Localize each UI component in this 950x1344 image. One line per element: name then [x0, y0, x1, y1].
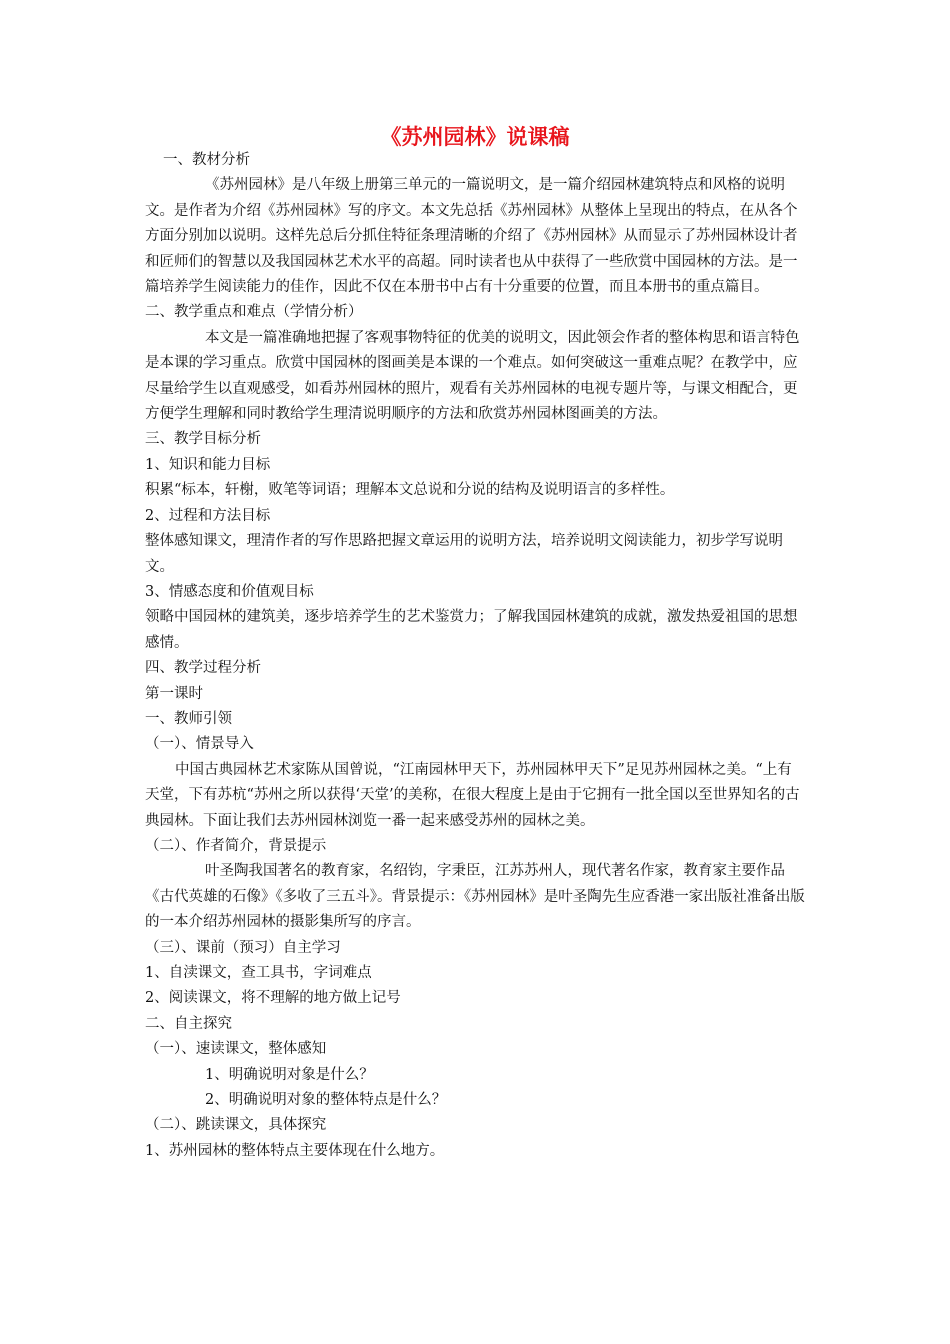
section-heading: 一、教材分析 [163, 152, 250, 168]
paragraph: 领略中国园林的建筑美，逐步培养学生的艺术鉴赏力；了解我国园林建筑的成就，激发热爱祖国的思想感情。 [145, 609, 798, 651]
section-heading: 三、教学目标分析 [145, 431, 261, 448]
subheading: 第一课时 [145, 685, 203, 702]
subheading: 1、知识和能力目标 [145, 456, 271, 473]
section-heading: 四、教学过程分析 [145, 660, 261, 677]
paragraph: 整体感知课文，理清作者的写作思路把握文章运用的说明方法，培养说明文阅读能力，初步学写说明文。 [145, 533, 783, 575]
subheading: （一）、速读课文，整体感知 [145, 1041, 327, 1058]
subheading: （一）、情景导入 [145, 736, 254, 753]
subheading: （二）、作者简介，背景提示 [145, 837, 327, 854]
subheading: 2、过程和方法目标 [145, 507, 271, 524]
section-heading: 二、自主探究 [145, 1015, 232, 1032]
subheading: 3、情感态度和价值观目标 [145, 583, 314, 600]
subheading: 一、教师引领 [145, 710, 232, 727]
subheading: （三）、课前（预习）自主学习 [145, 939, 341, 956]
list-item: 1、自渎课文，查工具书，字词难点 [145, 965, 372, 981]
subheading: （二）、跳读课文，具体探究 [145, 1117, 327, 1134]
section-heading: 二、教学重点和难点（学情分析） [145, 304, 363, 321]
paragraph: 叶圣陶我国著名的教育家，名绍钧，字秉臣，江苏苏州人，现代著名作家，教育家主要作品《古代英雄的石像》《多收了三五斗》。背景提示：《苏州园林》是叶圣陶先生应香港一家出版社准备出版的一本介绍苏州园林的摄影集所写的序言。 [145, 863, 805, 931]
page-title: 《苏州园林》说课稿 [380, 125, 570, 149]
list-item: 1、苏州园林的整体特点主要体现在什么地方。 [145, 1142, 445, 1159]
document-body [145, 148, 805, 1164]
paragraph: 本文是一篇准确地把握了客观事物特征的优美的说明文，因此领会作者的整体构思和语言特色是本课的学习重点。欣赏中国园林的图画美是本课的一个难点。如何突破这一重难点呢？在教学中，应尽量给学生以直观感受，如看苏州园林的照片，观看有关苏州园林的电视专题片等，与课文相配合，更方便学生理解和同时教给学生理清说明顺序的方法和欣赏苏州园林图画美的方法。 [145, 329, 800, 423]
list-item: 2、阅读课文，将不理解的地方做上记号 [145, 990, 401, 1007]
paragraph: 积累“标本，轩榭，败笔等词语；理解本文总说和分说的结构及说明语言的多样性。 [145, 482, 675, 499]
list-item: 2、明确说明对象的整体特点是什么？ [205, 1092, 447, 1109]
paragraph: 《苏州园林》是八年级上册第三单元的一篇说明文，是一篇介绍园林建筑特点和风格的说明文。是作者为介绍《苏州园林》写的序文。本文先总括《苏州园林》从整体上呈现出的特点，在从各个方面分别加以说明。这样先总后分抓住特征条理清晰的介绍了《苏州园林》从而显示了苏州园林设计者和匠师们的智慧以及我国园林艺术水平的高超。同时读者也从中获得了一些欣赏中国园林的方法。是一篇培养学生阅读能力的佳作，因此不仅在本册书中占有十分重要的位置，而且本册书的重点篇目。 [145, 177, 798, 296]
paragraph: 中国古典园林艺术家陈从国曾说，“江南园林甲天下，苏州园林甲天下”足见苏州园林之美。“上有天堂，下有苏杭“苏州之所以获得‘天堂’的美称，在很大程度上是由于它拥有一批全国以至世界知名的古典园林。下面让我们去苏州园林浏览一番一起来感受苏州的园林之美。 [145, 761, 800, 829]
list-item: 1、明确说明对象是什么？ [205, 1066, 374, 1083]
